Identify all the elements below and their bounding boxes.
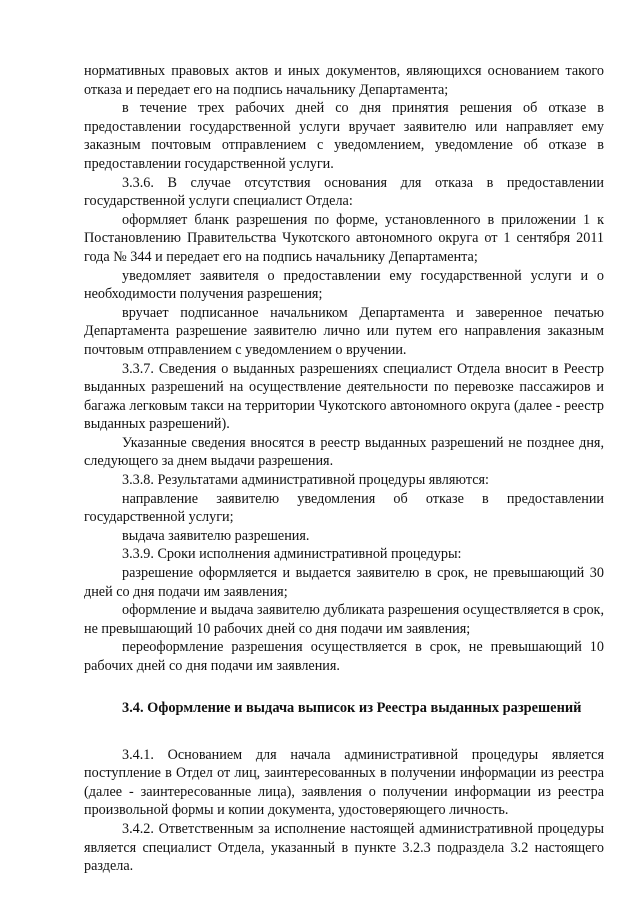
paragraph: 3.3.6. В случае отсутствия основания для отказа в предоставлении государственной услуги специалист Отдела: [84,174,604,210]
paragraph: 3.4.1. Основанием для начала административной процедуры является поступление в Отдел от лиц, заинтересованных в получении информации из реестра (далее - заинтересованные лица), заявления о получении информации из реестра произвольной формы и копии документа, удостоверяющего личность. [84,746,604,819]
paragraphs-after-section [84,746,604,876]
paragraph: направление заявителю уведомления об отказе в предоставлении государственной услуги; [84,490,604,526]
paragraph: выдача заявителю разрешения. [122,527,310,544]
paragraph: Указанные сведения вносятся в реестр выданных разрешений не позднее дня, следующего за днем выдачи разрешения. [84,434,604,470]
paragraph: уведомляет заявителя о предоставлении ему государственной услуги и о необходимости получения разрешения; [84,267,604,303]
paragraph: оформление и выдача заявителю дубликата разрешения осуществляется в срок, не превышающий 10 рабочих дней со дня подачи им заявления; [84,602,604,637]
section-title: 3.4. Оформление и выдача выписок из Реестра выданных разрешений [122,699,582,716]
paragraph: 3.3.7. Сведения о выданных разрешениях специалист Отдела вносит в Реестр выданных разрешений на осуществление деятельности по перевозке пассажиров и багажа легковым такси на территории Чукотского автономного округа (далее - реестр выданных разрешений). [84,360,604,433]
paragraph: нормативных правовых актов и иных документов, являющихся основанием такого отказа и передает его на подпись начальнику Департамента; [84,63,604,98]
document-page [84,62,604,876]
paragraph: разрешение оформляется и выдается заявителю в срок, не превышающий 30 дней со дня подачи им заявления; [84,565,604,600]
paragraph: вручает подписанное начальником Департамента и заверенное печатью Департамента разрешение заявителю лично или путем его направления заказным почтовым отправлением с уведомлением о вручении. [84,304,604,358]
paragraphs-before-section [84,62,604,676]
paragraph: оформляет бланк разрешения по форме, установленного в приложении 1 к Постановлению Правительства Чукотского автономного округа от 1 сентября 2011 года № 344 и передает его на подпись начальнику Департамента; [84,211,604,265]
paragraph: 3.3.8. Результатами административной процедуры являются: [122,472,489,489]
paragraph: переоформление разрешения осуществляется в срок, не превышающий 10 рабочих дней со дня подачи им заявления. [84,639,604,674]
paragraph: 3.4.2. Ответственным за исполнение настоящей административной процедуры является специалист Отдела, указанный в пункте 3.2.3 подраздела 3.2 настоящего раздела. [84,820,604,875]
paragraph: 3.3.9. Сроки исполнения административной процедуры: [122,546,462,563]
paragraph: в течение трех рабочих дней со дня принятия решения об отказе в предоставлении государственной услуги вручает заявителю или направляет ему заказным почтовым отправлением с уведомлением, уведомление об отказе в предоставлении государственной услуги. [84,100,604,172]
